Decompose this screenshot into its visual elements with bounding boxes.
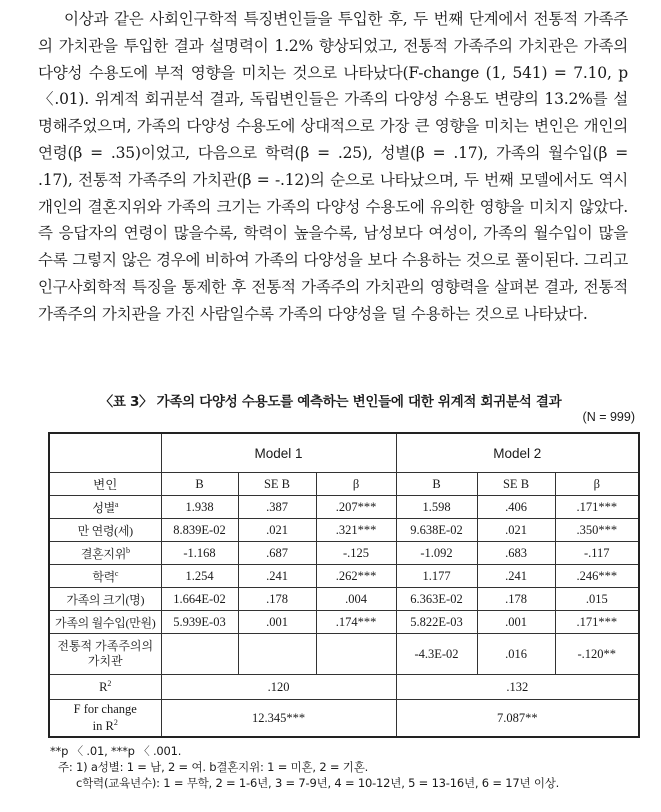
row-label-line1: 전통적 가족주의의 <box>57 639 154 653</box>
table-body <box>49 496 639 634</box>
table-cell: -.117 <box>555 542 639 565</box>
r-squared-model1: .120 <box>161 675 396 700</box>
regression-table <box>48 432 640 738</box>
column-header-row <box>49 473 639 496</box>
table-notes <box>50 743 650 791</box>
row-label <box>49 588 161 611</box>
table-cell: .001 <box>238 611 316 634</box>
table-cell: .350*** <box>555 519 639 542</box>
table-cell: .241 <box>477 565 555 588</box>
table-cell <box>161 634 238 675</box>
table-cell: .001 <box>477 611 555 634</box>
table-cell: .004 <box>316 588 396 611</box>
table-cell: .406 <box>477 496 555 519</box>
table-cell: .687 <box>238 542 316 565</box>
table-cell: .021 <box>238 519 316 542</box>
row-label-line2: 가치관 <box>87 654 123 668</box>
corner-cell <box>49 433 161 473</box>
table-row <box>49 519 639 542</box>
r-squared-text: R <box>99 680 108 695</box>
table-cell: 9.638E-02 <box>396 519 477 542</box>
col-header: SE B <box>477 473 555 496</box>
r-squared-row <box>49 675 639 700</box>
table-cell: .246*** <box>555 565 639 588</box>
table-row-traditional-values <box>49 634 639 675</box>
row-label <box>49 634 161 675</box>
table-cell: .387 <box>238 496 316 519</box>
f-change-model2: 7.087** <box>396 700 639 738</box>
table-cell: 1.938 <box>161 496 238 519</box>
col-header: SE B <box>238 473 316 496</box>
table-cell: .262*** <box>316 565 396 588</box>
f-change-text-line2: in R <box>92 719 114 734</box>
table-cell: .241 <box>238 565 316 588</box>
row-label <box>49 611 161 634</box>
table-cell: -4.3E-02 <box>396 634 477 675</box>
table-cell: 5.822E-03 <box>396 611 477 634</box>
col-header: B <box>396 473 477 496</box>
table-cell: 5.939E-03 <box>161 611 238 634</box>
table-cell: -.125 <box>316 542 396 565</box>
r-squared-label <box>49 675 161 700</box>
table-cell: .015 <box>555 588 639 611</box>
coding-note-2: c학력(교육년수): 1 = 무학, 2 = 1-6년, 3 = 7-9년, 4 = 10-12년, 5 = 13-16년, 6 = 17년 이상. <box>76 776 560 790</box>
table-cell: .178 <box>238 588 316 611</box>
f-change-label <box>49 700 161 738</box>
model2-header: Model 2 <box>396 433 639 473</box>
table-cell: 1.177 <box>396 565 477 588</box>
row-label <box>49 542 161 565</box>
row-label-text: 가족의 크기(명) <box>66 592 145 607</box>
table-row <box>49 565 639 588</box>
table-row <box>49 588 639 611</box>
f-change-row <box>49 700 639 738</box>
variable-header: 변인 <box>49 473 161 496</box>
table-cell: 8.839E-02 <box>161 519 238 542</box>
table-cell: 1.664E-02 <box>161 588 238 611</box>
coding-note-1: 주: 1) a성별: 1 = 남, 2 = 여. b결혼지위: 1 = 미혼, 2 = 기혼. <box>58 760 369 774</box>
row-label-text: 학력 <box>92 569 115 584</box>
table-row <box>49 542 639 565</box>
f-change-model1: 12.345*** <box>161 700 396 738</box>
table-cell: 6.363E-02 <box>396 588 477 611</box>
col-header: B <box>161 473 238 496</box>
significance-note: **p 〈 .01, ***p 〈 .001. <box>50 744 182 758</box>
row-label-text: 만 연령(세) <box>77 523 133 538</box>
f-change-sup: 2 <box>113 718 118 728</box>
table-cell: 1.254 <box>161 565 238 588</box>
row-label-text: 성별 <box>92 500 115 515</box>
r-squared-sup: 2 <box>107 678 112 688</box>
row-label-text: 결혼지위 <box>80 546 126 561</box>
body-paragraph: 이상과 같은 사회인구학적 특징변인들을 투입한 후, 두 번째 단계에서 전통적 가족주의 가치관을 투입한 결과 설명력이 1.2% 향상되었고, 전통적 가족주의 가치관은 가족의 다양성 수용도에 부적 영향을 미치는 것으로 나타났다(F-change (1, 541) = 7.10, p 〈.01). 위계적 회귀분석 결과, 독립변인들은 가족의 다양성 수용도 변량의 13.2%를 설명해주었으며, 가족의 다양성 수용도에 상대적으로 가장 큰 영향을 미치는 변인은 개인의 연령(β = .35)이었고, 다음으로 학력(β = .25), 성별(β = .17), 가족의 월수입(β = .17), 전통적 가족주의 가치관(β = -.12)의 순으로 나타났으며, 두 번째 모델에서도 역시 개인의 결혼지위와 가족의 크기는 가족의 다양성 수용도에 유의한 영향을 미치지 않았다. 즉 응답자의 연령이 많을수록, 학력이 높을수록, 남성보다 여성이, 가족의 월수입이 많을수록 그렇지 않은 경우에 비하여 가족의 다양성을 보다 수용하는 것으로 풀이된다. 그리고 인구사회학적 특징을 통제한 후 전통적 가족주의 가치관의 영향력을 살펴본 결과, 전통적 가족주의 가치관을 가진 사람일수록 가족의 다양성을 덜 수용하는 것으로 나타났다. <box>38 10 628 323</box>
row-label-sup: c <box>114 568 119 578</box>
table-cell: .321*** <box>316 519 396 542</box>
table-row <box>49 496 639 519</box>
table-caption: 〈표 3〉 가족의 다양성 수용도를 예측하는 변인들에 대한 위계적 회귀분석 결과 <box>99 394 562 410</box>
table-cell: .207*** <box>316 496 396 519</box>
table-cell: .683 <box>477 542 555 565</box>
table-cell: .174*** <box>316 611 396 634</box>
row-label-sup: b <box>125 545 130 555</box>
table-cell: 1.598 <box>396 496 477 519</box>
col-header: β <box>316 473 396 496</box>
sample-size-note: (N = 999) <box>582 410 635 424</box>
table-cell: -1.168 <box>161 542 238 565</box>
table-cell: -1.092 <box>396 542 477 565</box>
table-cell: -.120** <box>555 634 639 675</box>
row-label <box>49 565 161 588</box>
col-header: β <box>555 473 639 496</box>
row-label <box>49 496 161 519</box>
table-row <box>49 611 639 634</box>
model1-header: Model 1 <box>161 433 396 473</box>
table-cell: .016 <box>477 634 555 675</box>
table-cell <box>238 634 316 675</box>
row-label-text: 가족의 월수입(만원) <box>55 615 156 630</box>
table-cell: .178 <box>477 588 555 611</box>
row-label-sup: a <box>114 499 119 509</box>
table-cell <box>316 634 396 675</box>
r-squared-model2: .132 <box>396 675 639 700</box>
row-label <box>49 519 161 542</box>
table-cell: .171*** <box>555 611 639 634</box>
table-cell: .021 <box>477 519 555 542</box>
table-cell: .171*** <box>555 496 639 519</box>
model-header-row <box>49 433 639 473</box>
f-change-text-line1: F for change <box>73 702 137 717</box>
